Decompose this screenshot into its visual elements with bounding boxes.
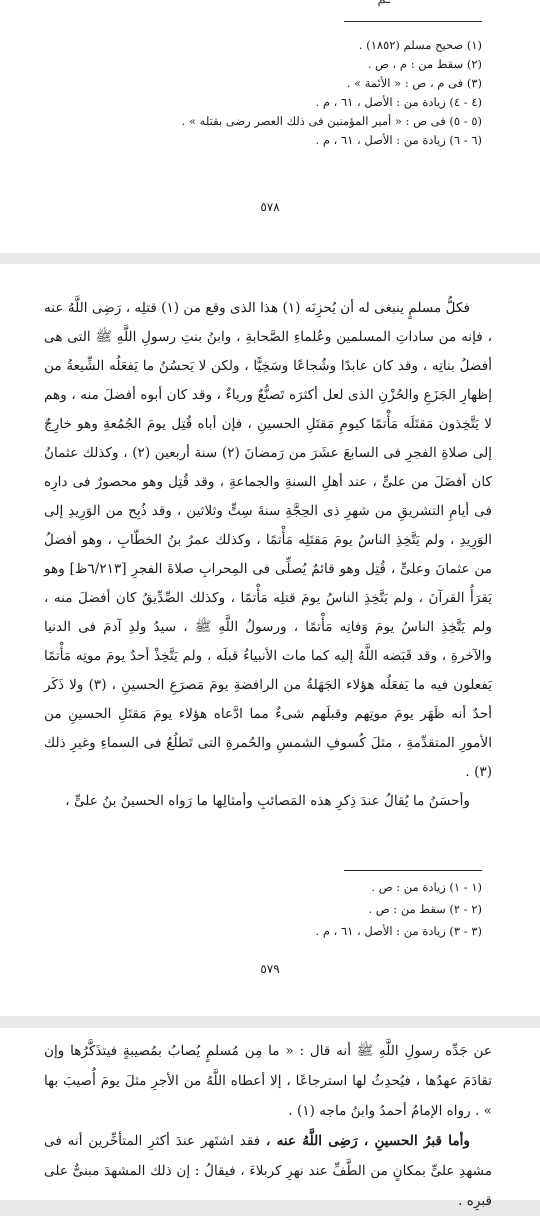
section-heading: وأما قبرُ الحسينِ ، رَضِى اللَّهُ عنه ، bbox=[266, 1133, 470, 1149]
paragraph bbox=[44, 1126, 492, 1216]
main-text bbox=[44, 1036, 492, 1216]
footnotes-579 bbox=[40, 876, 482, 942]
footnote: (١ - ١) زيادة من : ص . bbox=[371, 880, 482, 894]
footnote: (٤ - ٤) زيادة من : الأصل ، ٦١ ، م . bbox=[315, 95, 482, 109]
footnotes-578 bbox=[40, 36, 482, 150]
footnote: (٢ - ٢) سقط من : ص . bbox=[368, 902, 482, 916]
page-580 bbox=[0, 1028, 540, 1209]
paragraph: فكلُّ مسلمٍ ينبغى له أن يُحزِنَه (١) هذا الذى وقع من (١) قتلِه ، رَضِى اللَّهُ عنه ، فإنه من ساداتِ المسلمين وعُلماءِ الصَّحابةِ ، وابنُ بنتِ رسولِ اللَّهِ ﷺ التى هى أفضلُ بناتِه ، وقد كان عابدًا وشُجاعًا وسَخِيًّا ، ولكن لا يَحسُنُ ما يَفعَلُه الشِّيعةُ من إظهارِ الجَزَعِ والحُزْنِ الذى لعل أكثرَه تَصنُّعٌ ورياءٌ ، وقد كان أبوه أفضلَ منه ، وهم لا يَتَّخِذون مَقتَلَه مَأْتمًا كيومِ مَقتَلِ الحسينِ ، فإن أباه قُتِل يومَ الجُمُعةِ وهو خارِجٌ إلى صلاةِ الفجرِ فى السابعَ عشَرَ من رَمضانَ (٢) سنة أربعين (٢) ، وكذلك عثمانُ كان أفضَلَ من علىٍّ ، عند أهلِ السنةِ والجماعةِ ، وقد قُتِل وهو محصورٌ فى دارِه فى أيامِ التشريقِ من شهرِ ذى الحِجَّةِ سنةَ سِتٍّ وثلاثين ، وقد ذُبِح من الوَرِيدِ إلى الوَرِيدِ ، ولم يَتَّخِذِ الناسُ يومَ مَقتَلِه مَأْتمًا ، وكذلك عمرُ بنُ الخطّابِ ، وهو أفضلُ من عثمانَ وعلىٍّ ، قُتِل وهو قائمٌ يُصلِّى فى المِحرابِ صلاةَ الفجرِ [٦/٢١٣ظ] وهو يَقرَأُ القرآنَ ، ولم يَتَّخِذِ الناسُ يومَ قتلِه مَأْتمًا ، وكذلك الصِّدِّيقُ كان أفضلَ منه ، ولم يَتَّخِذِ الناسُ يومَ وَفاتِه مَأْتمًا ، ورسولُ اللَّهِ ﷺ ، سيدُ ولدِ آدمَ فى الدنيا والآخرةِ ، وقد قَبَضه اللَّهُ إليه كما مات الأنبياءُ قبلَه ، ولم يَتَّخِذْ أحدٌ يومَ موتِه مَأْتمًا يَفعلون فيه ما يَفعَلُه هؤلاء الجَهَلةُ من الرافضةِ يومَ مَصرَعِ الحسينِ ، (٣) ولا ذَكَر أحدٌ أنه ظَهَر يومَ موتِهم وقبلَهم شىءٌ مما ادَّعاه هؤلاء يومَ مَقتَلِ الحسينِ من الأمورِ المتقدِّمةِ ، مثلَ كُسوفِ الشمسِ والحُمرةِ التى تَطلُعُ فى السماءِ وغيرِ ذلك (٣) . bbox=[44, 300, 493, 780]
footnote: (١) صحيح مسلم (١٨٥٢) . bbox=[358, 38, 482, 52]
footnote: (٣ - ٣) زيادة من : الأصل ، ٦١ ، م . bbox=[315, 924, 482, 938]
paragraph: عن جَدِّه رسولِ اللَّهِ ﷺ أنه قال : « ما مِن مُسلمٍ يُصابُ بمُصيبةٍ فيتذَكَّرُها وإن تقادَمَ عهدُها ، فيُحدِثُ لها استرجاعًا ، إلا أعطاه اللَّهُ من الأجرِ مثلَ يومَ أُصيبَ بها » . رواه الإمامُ أحمدُ وابنُ ماجه (١) . bbox=[44, 1043, 492, 1119]
footnote: (٦ - ٦) زيادة من : الأصل ، ٦١ ، م . bbox=[315, 133, 482, 147]
footnote-divider bbox=[344, 870, 482, 871]
page-579 bbox=[0, 264, 540, 1016]
main-text bbox=[44, 294, 492, 816]
cut-off-text bbox=[378, 0, 390, 7]
page-number: ٥٧٨ bbox=[260, 200, 280, 214]
footnote: (٣) فى م ، ص : « الأئمة » . bbox=[346, 76, 482, 90]
page-578 bbox=[0, 0, 540, 253]
footnote: (٢) سقط من : م ، ص . bbox=[367, 57, 482, 71]
page-number: ٥٧٩ bbox=[260, 962, 280, 976]
footnote-divider bbox=[344, 21, 482, 22]
paragraph-text: فقد اشتَهر عندَ أكثرِ المتأخِّرين أنه فى مشهدِ علىٍّ بمكانٍ من الطَّفِّ عند نهرِ كربلاءَ ، فيقالُ : إن ذلك المشهدَ مبنىٌّ على قبرِه . bbox=[44, 1133, 492, 1209]
paragraph: وأحسَنُ ما يُقالُ عندَ ذِكرِ هذه المَصائبِ وأمثالِها ما رَواه الحسينُ بنُ علىٍّ ، bbox=[65, 793, 470, 809]
footnote: (٥ - ٥) فى ص : « أمير المؤمنين فى ذلك العصر رضى بقتله » . bbox=[181, 114, 482, 128]
